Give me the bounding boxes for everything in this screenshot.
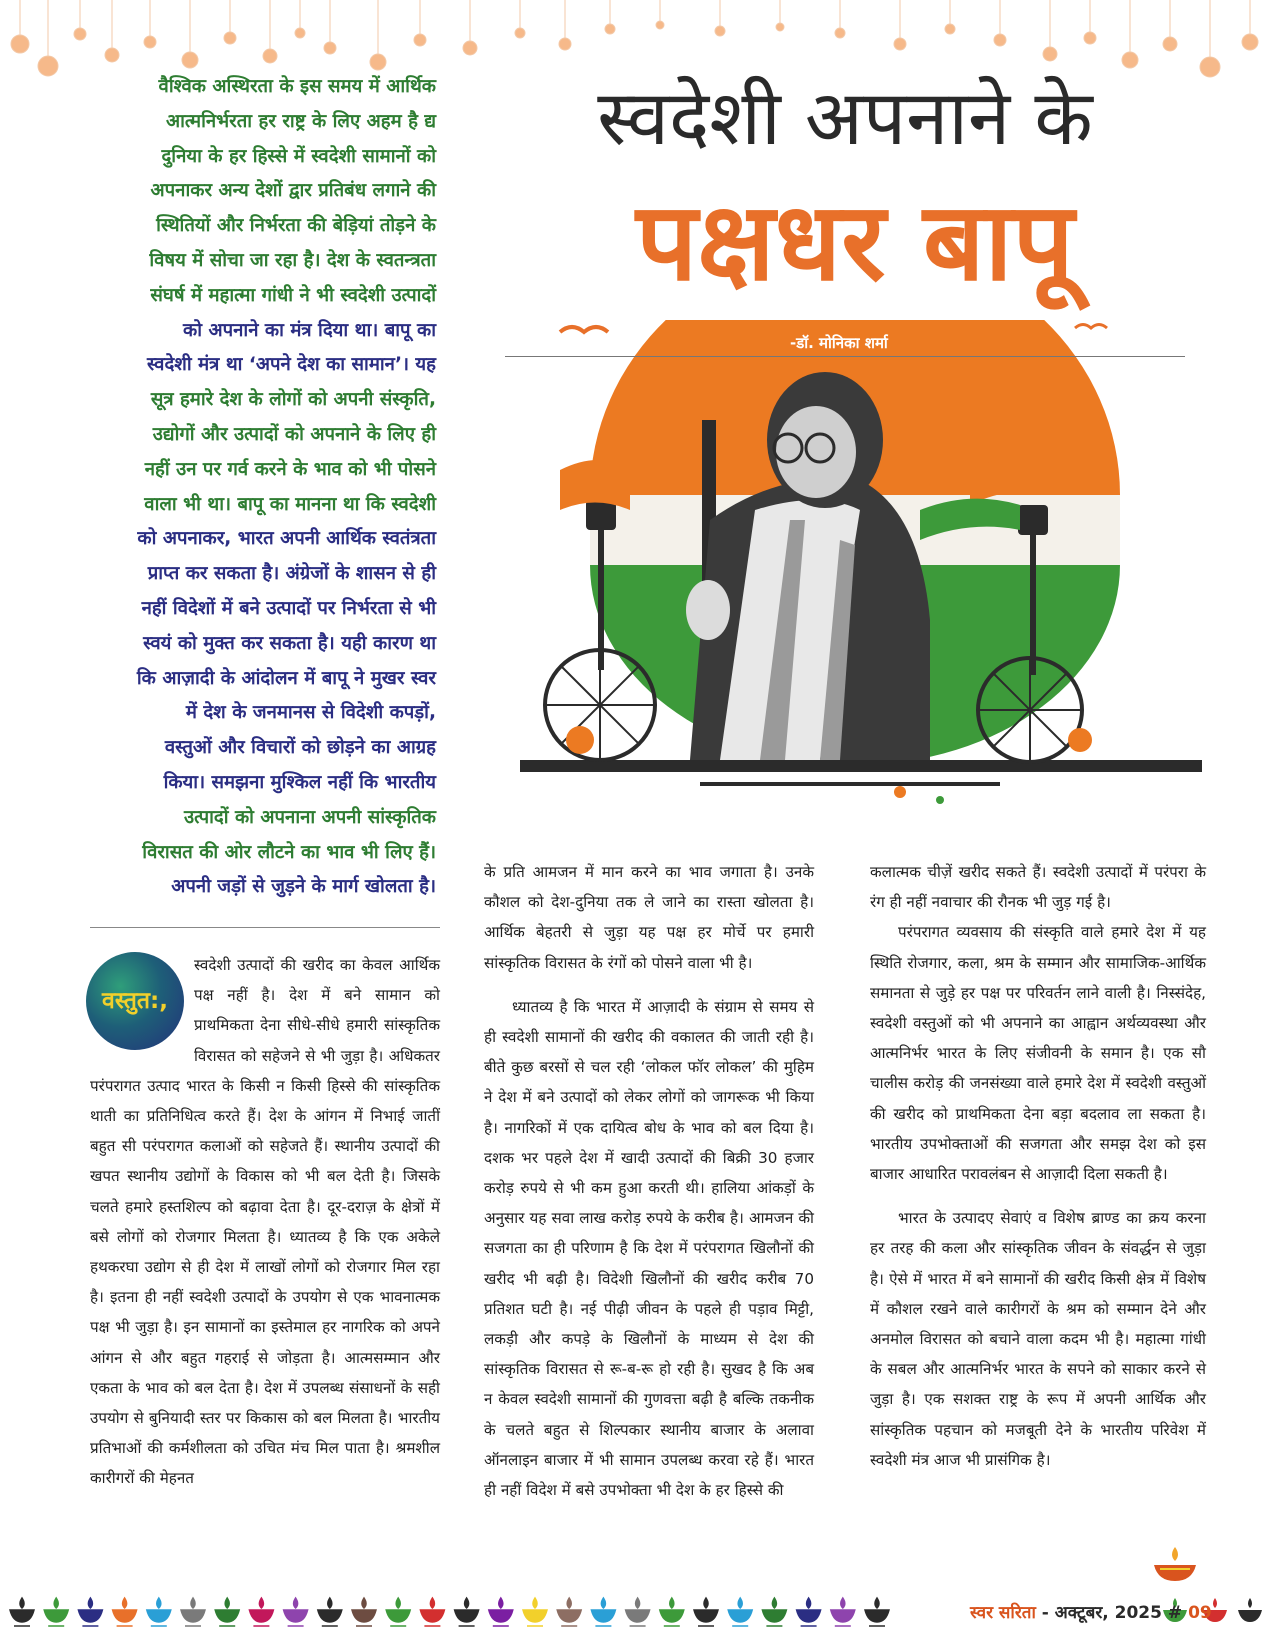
body-column-2	[484, 857, 814, 1505]
diya-icon	[557, 1598, 581, 1626]
diya-icon	[147, 1598, 171, 1626]
diya-icon	[831, 1598, 855, 1626]
diya-icon	[865, 1598, 889, 1626]
intro-line: संघर्ष में महात्मा गांधी ने भी स्वदेशी उत्पादों	[150, 284, 436, 306]
diya-icon	[181, 1598, 205, 1626]
intro-line: कि आज़ादी के आंदोलन में बापू ने मुखर स्वर	[136, 667, 436, 689]
body-paragraph: के प्रति आमजन में मान करने का भाव जगाता है। उनके कौशल को देश-दुनिया तक ले जाने का रास्ता खोलता है। आर्थिक बेहतरी से जुड़ा यह पक्ष हर मोर्चे पर हमारी सांस्कृतिक विरासत के रंगों को पोसने वाला भी है।	[484, 863, 814, 972]
body-column-3	[870, 857, 1206, 1475]
gandhi-illustration	[520, 320, 1210, 840]
intro-line: प्राप्त कर सकता है। अंग्रेजों के शासन से ही	[147, 563, 436, 585]
body-paragraph: परंपरागत व्यवसाय की संस्कृति वाले हमारे देश में यह स्थिति रोजगार, कला, श्रम के सम्मान और सामाजिक-आर्थिक समानता से जुड़े हर पक्ष पर परिवर्तन लाने वाली है। निस्संदेह, स्वदेशी वस्तुओं को भी अपनाने का आह्वान अर्थव्यवस्था और आत्मनिर्भर भारत के लिए संजीवनी के समान है। एक सौ चालीस करोड़ की जनसंख्या वाले हमारे देश में स्वदेशी वस्तुओं की खरीद को प्राथमिकता देना बड़ा बदलाव ला सकता है। भारतीय उपभोक्ताओं की सजगता और समझ देश को इस बाजार आधारित परावलंबन से आज़ादी दिला सकती है।	[870, 923, 1206, 1184]
intro-paragraph	[86, 70, 436, 905]
diya-icon	[249, 1598, 273, 1626]
intro-line: वैश्विक अस्थिरता के इस समय में आर्थिक	[158, 76, 436, 97]
intro-line: नहीं विदेशों में बने उत्पादों पर निर्भरता से भी	[141, 597, 436, 619]
intro-line: किया। समझना मुश्किल नहीं कि भारतीय	[163, 771, 436, 793]
diya-icon	[318, 1598, 342, 1626]
diya-icon	[78, 1598, 102, 1626]
issue-date: अक्टूबर, 2025	[1054, 1603, 1162, 1623]
intro-line: सूत्र हमारे देश के लोगों को अपनी संस्कृति,	[150, 389, 436, 411]
intro-line: आत्मनिर्भरता हर राष्ट्र के लिए अहम है द्य	[165, 110, 436, 132]
page-number: 09	[1188, 1603, 1212, 1623]
diya-icon	[626, 1598, 650, 1626]
diya-icon	[591, 1598, 615, 1626]
intro-line: को अपनाकर, भारत अपनी आर्थिक स्वतंत्रता	[137, 528, 436, 550]
title-divider	[505, 356, 1185, 357]
intro-line: अपनाकर अन्य देशों द्वार प्रतिबंध लगाने की	[150, 180, 436, 202]
intro-line: वस्तुओं और विचारों को छोड़ने का आग्रह	[164, 737, 436, 759]
divider	[90, 927, 440, 928]
intro-line: वाला भी था। बापू का मानना था कि स्वदेशी	[144, 493, 436, 515]
article-title-line-1: स्वदेशी अपनाने के	[597, 73, 1093, 162]
diya-icon	[489, 1598, 513, 1626]
diya-icon	[762, 1598, 786, 1626]
diya-icon	[215, 1598, 239, 1626]
intro-line: विरासत की ओर लौटने का भाव भी लिए हैं।	[142, 841, 436, 863]
intro-line: उत्पादों को अपनाना अपनी सांस्कृतिक	[184, 806, 436, 828]
intro-line: को अपनाने का मंत्र दिया था। बापू का	[183, 319, 436, 341]
diya-icon	[1150, 1545, 1200, 1585]
author-byline: -डॉ. मोनिका शर्मा	[790, 334, 888, 352]
body-paragraph: स्वदेशी उत्पादों की खरीद का केवल आर्थिक पक्ष नहीं है। देश में बने सामान को प्राथमिकता देना सीधे-सीधे हमारी सांस्कृतिक विरासत को सहेजने से भी जुड़ा है। अधिकतर परंपरागत उत्पाद भारत के किसी न किसी हिस्से की सांस्कृतिक थाती का प्रतिनिधित्व करते हैं। देश के आंगन में निभाई जातीं बहुत सी परंपरागत कलाओं को सहेजते हैं। स्थानीय उत्पादों की खपत स्थानीय उद्योगों के विकास को भी बल देती है। जिसके चलते हमारे हस्तशिल्प को बढ़ावा देता है। दूर-दराज़ के क्षेत्रों में बसे लोगों को रोजगार मिलता है। ध्यातव्य है कि एक अकेले हथकरघा उद्योग से ही देश में लाखों लोगों को रोजगार मिल रहा है। इतना ही नहीं स्वदेशी उत्पादों के उपयोग से एक भावनात्मक पक्ष भी जुड़ा है। इन सामानों का इस्तेमाल हर नागरिक को अपने आंगन से और बहुत गहराई से जोड़ता है। आत्मसम्मान और एकता के भाव को बल देता है। देश में उपलब्ध संसाधनों के सही उपयोग से बुनियादी स्तर पर किकास को बल मिलता है। भारतीय प्रतिभाओं की कर्मशीलता को उचित मंच मिल पाता है। श्रमशील कारीगरों की मेहनत	[90, 956, 440, 1488]
dropcap-text: वस्तुत:,	[102, 987, 168, 1014]
diya-icon	[728, 1598, 752, 1626]
diya-icon	[455, 1598, 479, 1626]
dropcap-badge	[86, 952, 184, 1050]
intro-line: विषय में सोचा जा रहा है। देश के स्वतन्त्रता	[149, 249, 436, 271]
body-paragraph: ध्यातव्य है कि भारत में आज़ादी के संग्राम से समय से ही स्वदेशी सामानों की खरीद की वकालत की जाती रही है। बीते कुछ बरसों से चल रही ‘लोकल फॉर लोकल’ की मुहिम ने देश में बने उत्पादों को लेकर लोगों को जागरूक भी किया है। नागरिकों में एक दायित्व बोध के भाव को बल दिया है। दशक भर पहले देश में खादी उत्पादों की बिक्री 30 हजार करोड़ रुपये से भी कम हुआ करती थी। हालिया आंकड़ों के अनुसार यह सवा लाख करोड़ रुपये के करीब है। आमजन की सजगता का ही परिणाम है कि देश में परंपरागत खिलौनों की खरीद भी बढ़ी है। विदेशी खिलौनों की खरीद करीब 70 प्रतिशत घटी है। नई पीढ़ी जीवन के पहले ही पड़ाव मिट्टी, लकड़ी और कपड़े के खिलौनों के माध्यम से देश की सांस्कृतिक विरासत से रू-ब-रू हो रही है। सुखद है कि अब न केवल स्वदेशी सामानों की गुणवत्ता बढ़ी है बल्कि तकनीक के चलते बहुत से शिल्पकार स्थानीय बाजार के अलावा ऑनलाइन बाजार में भी सामान उपलब्ध करवा रहे हैं। भारत ही नहीं विदेश में बसे उपभोक्ता भी देश के हर हिस्से की	[484, 997, 814, 1500]
intro-line: नहीं उन पर गर्व करने के भाव को भी पोसने	[144, 458, 436, 480]
intro-line: दुनिया के हर हिस्से में स्वदेशी सामानों को	[161, 145, 436, 167]
diya-icon	[113, 1598, 137, 1626]
intro-line: अपनी जड़ों से जुड़ने के मार्ग खोलता है।	[171, 876, 436, 898]
intro-line: स्वदेशी मंत्र था ‘अपने देश का सामान’। यह	[146, 354, 436, 376]
intro-line: स्थितियों और निर्भरता की बेड़ियां तोड़ने के	[156, 215, 436, 237]
diya-icon	[1238, 1598, 1262, 1622]
diya-icon	[523, 1598, 547, 1626]
diya-icon	[10, 1598, 34, 1626]
diya-icon	[352, 1598, 376, 1626]
diya-icon	[660, 1598, 684, 1626]
intro-line: में देश के जनमानस से विदेशी कपड़ों,	[185, 702, 436, 724]
diya-icon	[694, 1598, 718, 1626]
magazine-name: स्वर सरिता	[970, 1603, 1036, 1623]
intro-line: स्वयं को मुक्त कर सकता है। यही कारण था	[143, 632, 436, 654]
body-paragraph: कलात्मक चीज़ें खरीद सकते हैं। स्वदेशी उत्पादों में परंपरा के रंग ही नहीं नवाचार की रौनक भी जुड़ गई है।	[870, 863, 1206, 912]
diya-icon	[284, 1598, 308, 1626]
page-footer: स्वर सरिता - अक्टूबर, 2025 # 09	[970, 1603, 1212, 1623]
diya-icon	[386, 1598, 410, 1626]
diya-icon	[420, 1598, 444, 1626]
body-column-1	[90, 950, 440, 1494]
intro-line: उद्योगों और उत्पादों को अपनाने के लिए ही	[152, 423, 436, 445]
article-title-line-2: पक्षधर बापू	[636, 180, 1074, 305]
diya-icon	[797, 1598, 821, 1626]
diya-icon	[44, 1598, 68, 1626]
body-paragraph: भारत के उत्पादए सेवाएं व विशेष ब्राण्ड का क्रय करना हर तरह की कला और सांस्कृतिक जीवन के संवर्द्धन से जुड़ा है। ऐसे में भारत में बने सामानों की खरीद किसी क्षेत्र में विशेष में कौशल रखने वाले कारीगरों के श्रम को सम्मान देने और अनमोल विरासत को बचाने वाला कदम भी है। महात्मा गांधी के सबल और आत्मनिर्भर भारत के सपने को साकार करने से जुड़ा है। एक सशक्त राष्ट्र के रूप में अपनी आर्थिक और सांस्कृतिक पहचान को मजबूती देने के भारतीय परिवेश में स्वदेशी मंत्र आज भी प्रासंगिक है।	[870, 1209, 1206, 1469]
